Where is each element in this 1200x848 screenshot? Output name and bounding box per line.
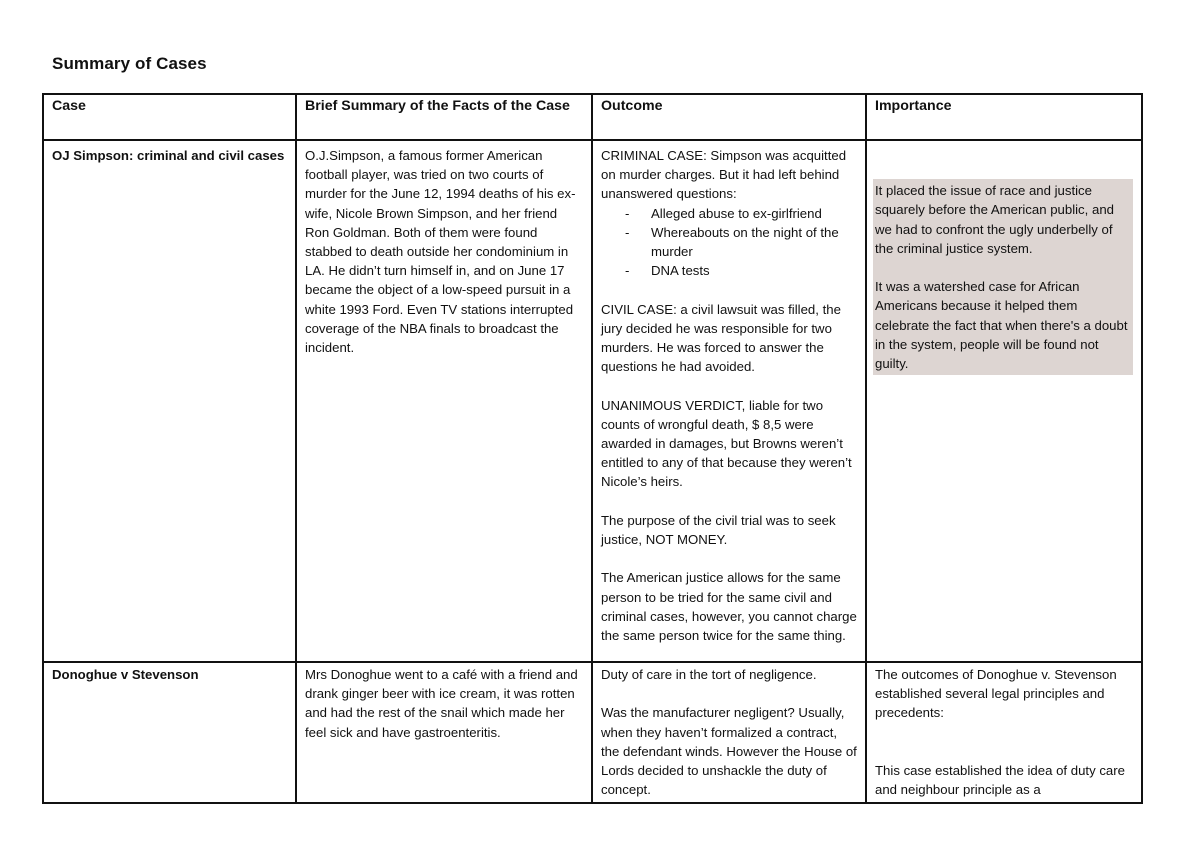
summary-text: O.J.Simpson, a famous former American football player, was tried on two courts of murder for the June 12, 1994 deaths of his ex-wife, Nicole Brown Simpson, and her friend Ron Goldman. Both of them were found stabbed to death outside her condominium in LA. He didn’t turn himself in, and on June 17 became the object of a low-speed pursuit in a white 1993 Ford. Even TV stations interrupted coverage of the NBA finals to broadcast the incident. [305,148,576,356]
summary-text: Mrs Donoghue went to a café with a friend and drank ginger beer with ice cream, it was rotten and had the rest of the snail which made her feel sick and have gastroenteritis. [305,667,578,740]
outcome-justice: The American justice allows for the same person to be tried for the same civil and criminal cases, however, you cannot charge the same person twice for the same thing. [601,570,857,644]
outcome-verdict: UNANIMOUS VERDICT, liable for two counts of wrongful death, $ 8,5 were awarded in damages, but Browns weren’t entitled to any of that because they weren’t Nicole’s heirs. [601,397,852,490]
case-cell [43,662,296,803]
case-cell [43,140,296,662]
importance-duty-care: This case established the idea of duty care and neighbour principle as a [875,762,1125,798]
page-title: Summary of Cases [52,54,207,73]
list-item: - Alleged abuse to ex-girlfriend [625,204,857,223]
list-item: - Whereabouts on the night of the murder [625,223,857,261]
outcome-negligence: Was the manufacturer negligent? Usually, when they haven’t formalized a contract, the defendant winds. However the House of Lords decided to unshackle the duty of concept. [601,705,857,798]
table-row [43,140,1142,662]
table-row [43,662,1142,803]
outcome-purpose: The purpose of the civil trial was to seek justice, NOT MONEY. [601,512,836,548]
list-item: - DNA tests [625,261,857,280]
header-summary: Brief Summary of the Facts of the Case [296,94,592,140]
importance-cell [866,662,1142,803]
case-name: OJ Simpson: criminal and civil cases [52,148,285,163]
importance-watershed: It was a watershed case for African Americans because it helped them celebrate the fact that when there's a doubt in the system, people will be found not guilty. [875,279,1128,371]
header-case: Case [43,94,296,140]
header-outcome: Outcome [592,94,866,140]
summary-cell [296,140,592,662]
case-name: Donoghue v Stevenson [52,667,199,682]
highlighted-importance [873,179,1133,375]
outcome-cell [592,662,866,803]
importance-principles: The outcomes of Donoghue v. Stevenson established several legal principles and precedents: [875,667,1117,721]
header-importance: Importance [866,94,1142,140]
outcome-criminal: CRIMINAL CASE: Simpson was acquitted on murder charges. But it had left behind unanswered questions: [601,148,847,202]
outcome-duty: Duty of care in the tort of negligence. [601,667,817,682]
importance-race: It placed the issue of race and justice squarely before the American public, and we had to confront the ugly underbelly of the criminal justice system. [875,183,1114,256]
unanswered-questions-list [601,204,857,281]
table-header-row [43,94,1142,140]
importance-cell [866,140,1142,662]
summary-table [42,93,1143,804]
summary-cell [296,662,592,803]
outcome-cell [592,140,866,662]
outcome-civil: CIVIL CASE: a civil lawsuit was filled, the jury decided he was responsible for two murders. He was forced to answer the questions he had avoided. [601,301,841,375]
